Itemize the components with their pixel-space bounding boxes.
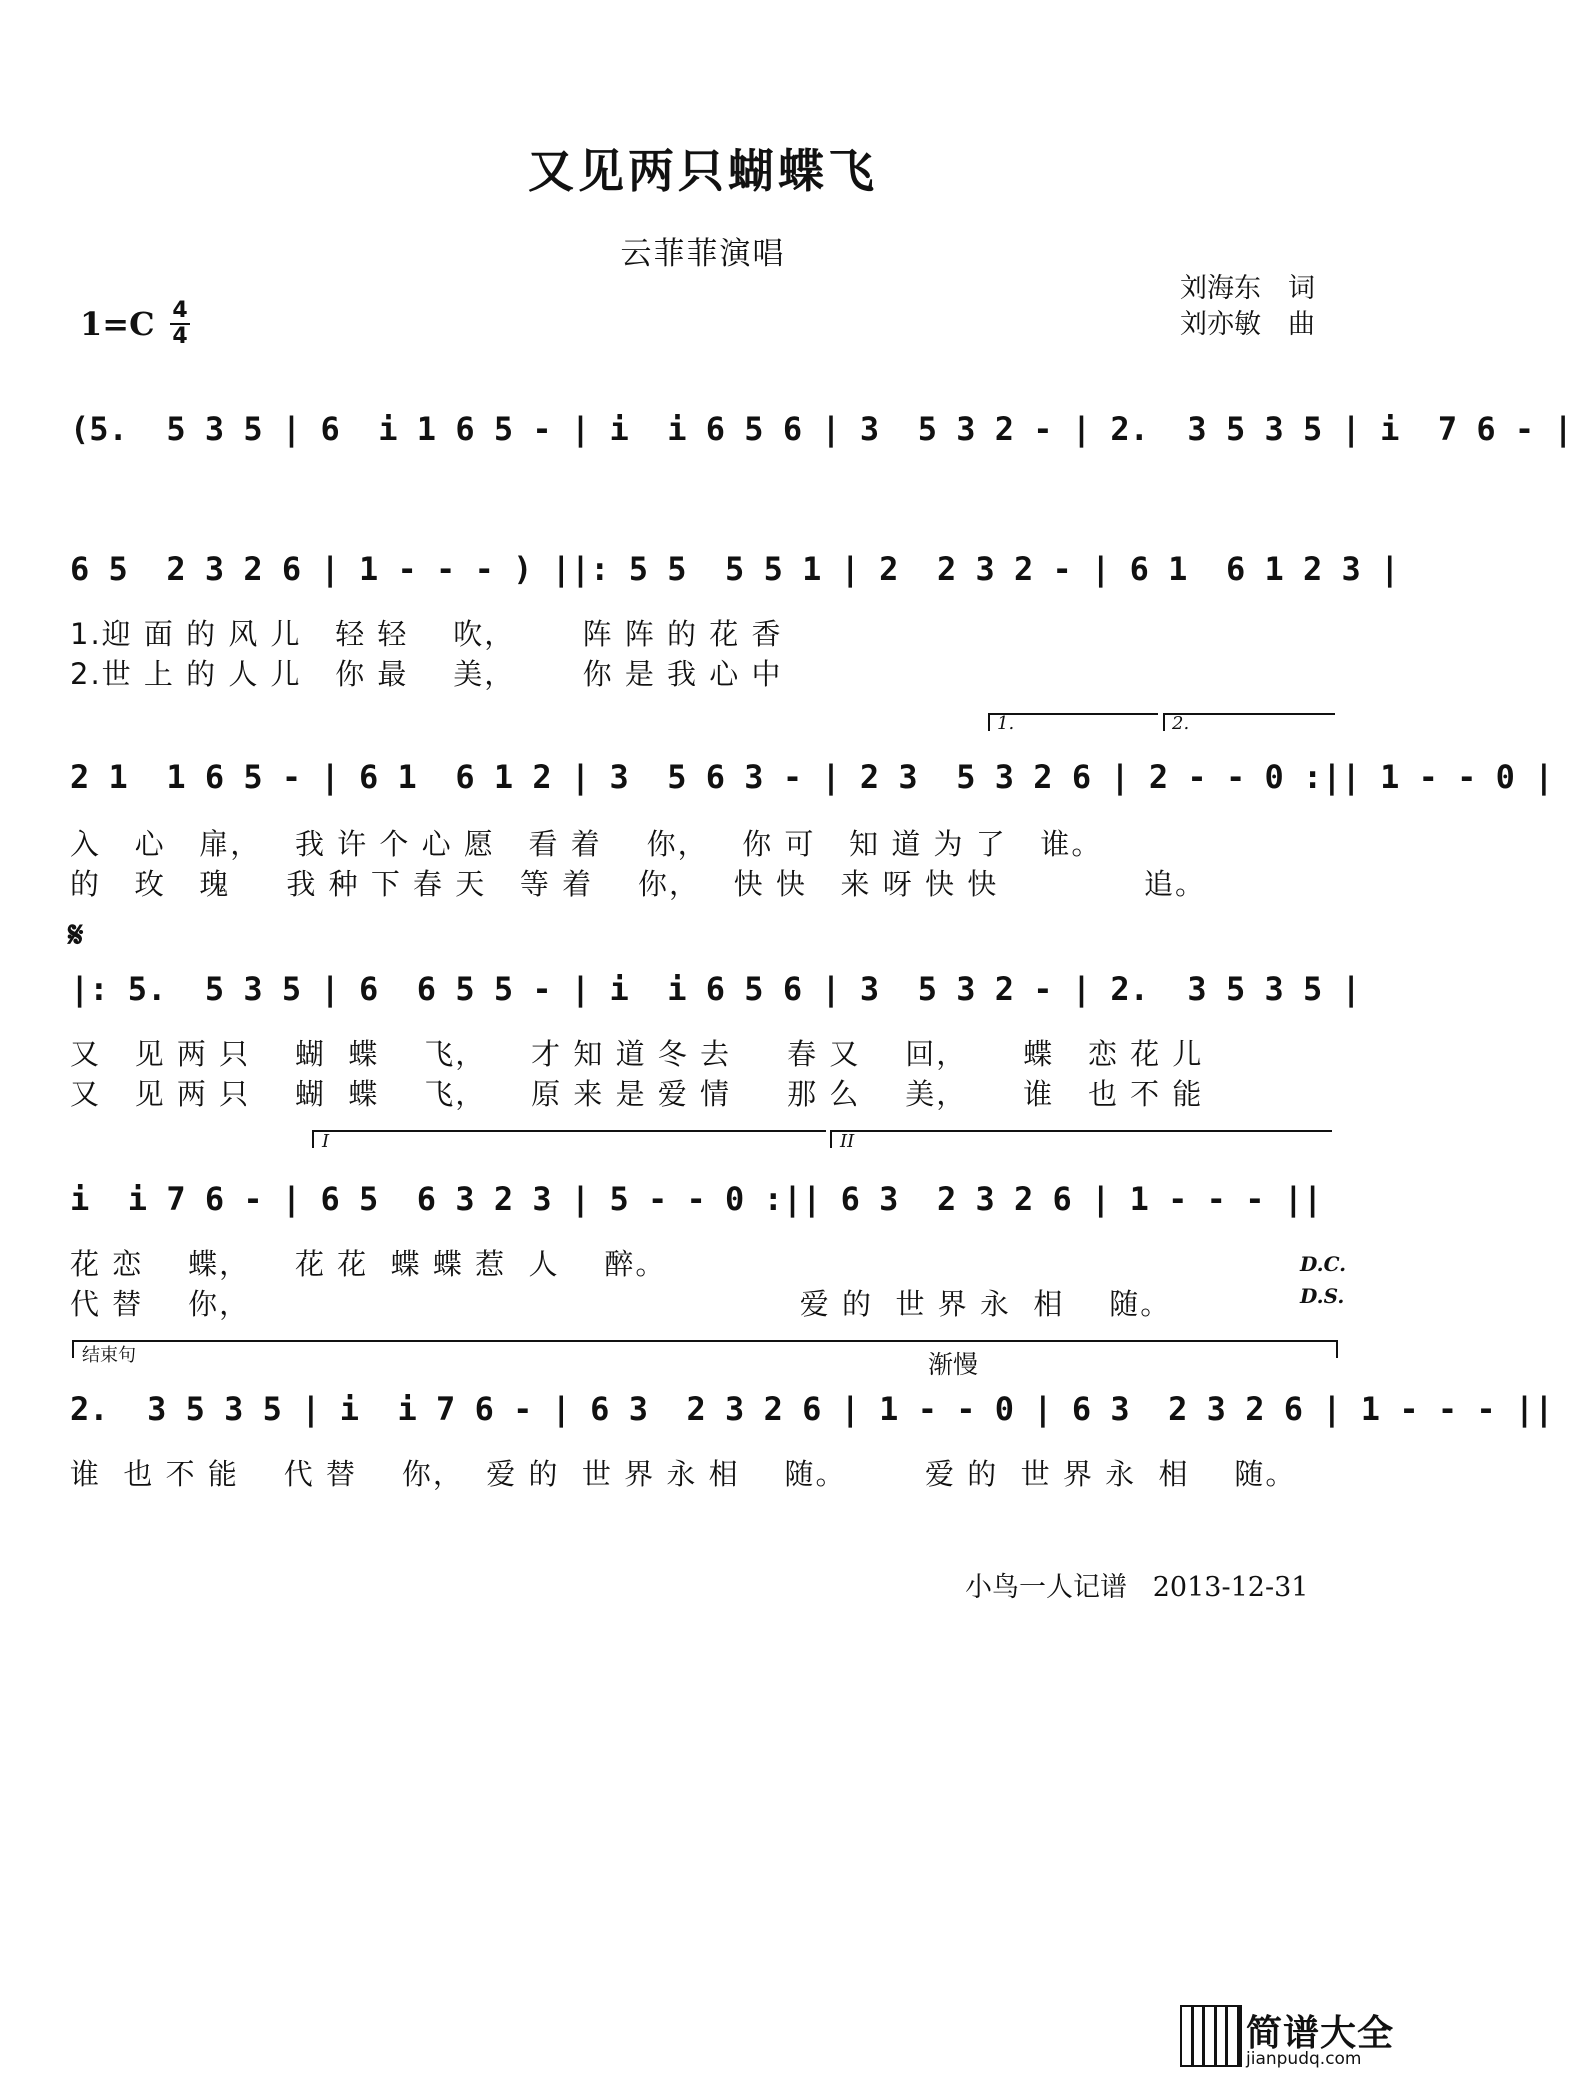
music-line-3: 2 1 1 6 5 - | 6 1 6 1 2 | 3 5 6 3 - | 2 3 5 3 2 6 | 2 - - 0 :|| 1 - - 0 | [70, 758, 1554, 796]
music-line-5: i i 7 6 - | 6 5 6 3 2 3 | 5 - - 0 :|| 6 3 2 3 2 6 | 1 - - - || [70, 1180, 1323, 1218]
site-logo[interactable] [1180, 2005, 1406, 2076]
lyric-line-4-verse-1: 花 恋 蝶， 花 花 蝶 蝶 惹 人 醉。 [70, 1247, 667, 1281]
segno-sign: 𝄋 [68, 915, 84, 956]
volta-label-2: 2. [1172, 713, 1190, 734]
logo-url: jianpudq.com [1246, 2049, 1362, 2069]
volta-bracket-I [312, 1130, 826, 1148]
lyric-line-3-verse-1: 又 见 两 只 蝴 蝶 飞， 才 知 道 冬 去 春 又 回， 蝶 恋 花 儿 [70, 1037, 1204, 1071]
time-signature [170, 300, 190, 348]
lyricist-credit: 刘海东 词 [1180, 273, 1315, 304]
lyric-line-2-verse-1: 入 心 扉， 我 许 个 心 愿 看 着 你， 你 可 知 道 为 了 谁。 [70, 827, 1103, 861]
ds-mark: D.S. [1300, 1284, 1345, 1308]
volta-label-1: 1. [997, 713, 1015, 734]
coda-bracket [72, 1340, 1338, 1358]
tempo-mark: 渐慢 [928, 1350, 979, 1379]
lyric-line-2-verse-2: 的 玫 瑰 我 种 下 春 天 等 着 你， 快 快 来 呀 快 快 追。 [70, 867, 1207, 901]
lyric-line-1-verse-1: 1.迎 面 的 风 儿 轻 轻 吹， 阵 阵 的 花 香 [70, 617, 783, 651]
time-top: 4 [172, 298, 188, 323]
key-signature: 1=C [80, 305, 155, 343]
time-bottom: 4 [172, 324, 188, 349]
music-line-6: 2. 3 5 3 5 | i i 7 6 - | 6 3 2 3 2 6 | 1 - - 0 | 6 3 2 3 2 6 | 1 - - - || [70, 1390, 1554, 1428]
footer-credit: 小鸟一人记谱 2013-12-31 [965, 1572, 1309, 1603]
lyric-line-4-verse-2: 代 替 你， 爱 的 世 界 永 相 随。 [70, 1287, 1172, 1321]
composer-credit: 刘亦敏 曲 [1180, 309, 1315, 340]
lyric-line-5: 谁 也 不 能 代 替 你， 爱 的 世 界 永 相 随。 爱 的 世 界 永 相 随。 [70, 1457, 1297, 1491]
dc-mark: D.C. [1300, 1252, 1347, 1276]
subtitle: 云菲菲演唱 [620, 236, 786, 272]
music-line-4: |: 5. 5 3 5 | 6 6 5 5 - | i i 6 5 6 | 3 5 3 2 - | 2. 3 5 3 5 | [70, 970, 1361, 1008]
lyric-line-1-verse-2: 2.世 上 的 人 儿 你 最 美， 你 是 我 心 中 [70, 657, 783, 691]
page-title: 又见两只蝴蝶飞 [528, 144, 878, 198]
logo-brand: 简谱大全 [1246, 2013, 1395, 2054]
lyric-line-3-verse-2: 又 见 两 只 蝴 蝶 飞， 原 来 是 爱 情 那 么 美， 谁 也 不 能 [70, 1077, 1204, 1111]
music-line-1: (5. 5 3 5 | 6 i 1 6 5 - | i i 6 5 6 | 3 5 3 2 - | 2. 3 5 3 5 | i 7 6 - | [70, 410, 1573, 448]
coda-label: 结束句 [82, 1345, 136, 1366]
music-line-2: 6 5 2 3 2 6 | 1 - - - ) ||: 5 5 5 5 1 | 2 2 3 2 - | 6 1 6 1 2 3 | [70, 550, 1400, 588]
volta-label-II: II [840, 1131, 855, 1152]
volta-bracket-II [830, 1130, 1332, 1148]
piano-icon [1180, 2005, 1242, 2067]
volta-label-I: I [322, 1131, 330, 1152]
